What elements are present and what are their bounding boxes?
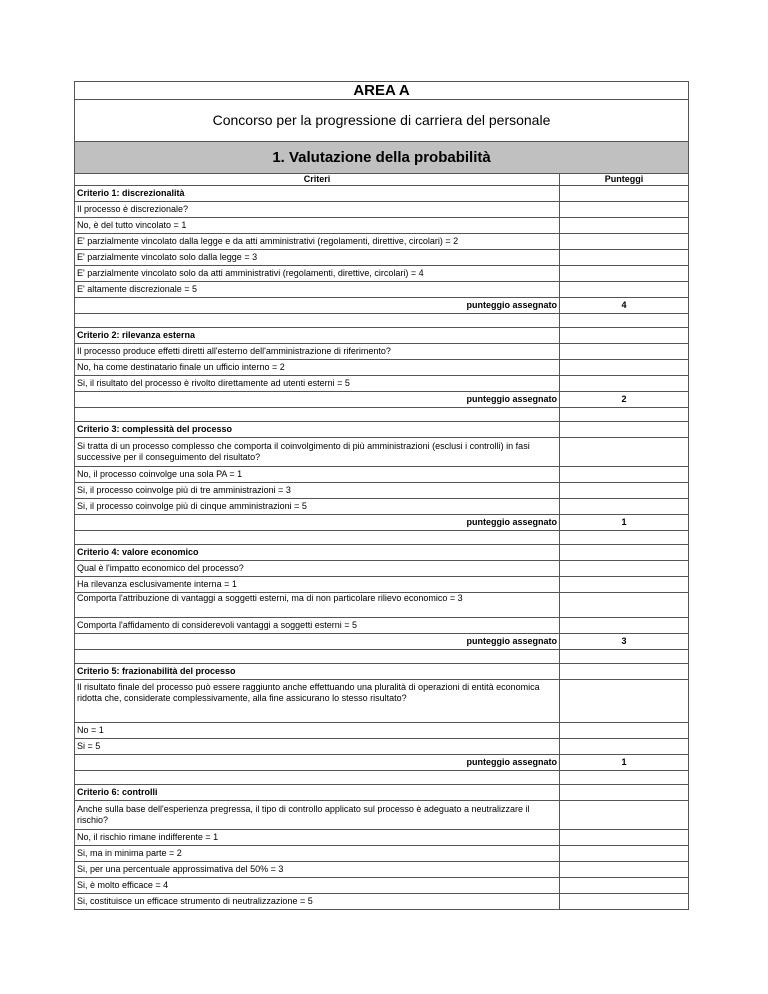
option-text: E' altamente discrezionale = 5 [75,282,560,298]
score-cell[interactable] [560,360,689,376]
criterion-question: Anche sulla base dell'esperienza pregressa, il tipo di controllo applicato sul processo è adeguato a neutralizzare il rischio? [75,801,560,830]
option-row [75,376,689,392]
subtitle-row [75,100,689,142]
score-cell[interactable] [560,801,689,830]
criterion-question: Il processo è discrezionale? [75,202,560,218]
score-cell[interactable] [560,545,689,561]
criterion-question: Il processo produce effetti diretti all'esterno dell'amministrazione di riferimento? [75,344,560,360]
assigned-score-value[interactable]: 1 [560,755,689,771]
option-row [75,577,689,593]
option-row [75,282,689,298]
column-header-row [75,174,689,186]
score-cell[interactable] [560,234,689,250]
assigned-score-row [75,392,689,408]
spacer-cell [75,408,560,422]
score-cell[interactable] [560,894,689,910]
score-cell[interactable] [560,739,689,755]
option-text: Si, il processo coinvolge più di cinque amministrazioni = 5 [75,499,560,515]
criterion-title: Criterio 4: valore economico [75,545,560,561]
option-row [75,618,689,634]
score-cell[interactable] [560,218,689,234]
assigned-score-label: punteggio assegnato [75,392,560,408]
criterion-title-row [75,545,689,561]
score-cell[interactable] [560,467,689,483]
score-cell[interactable] [560,846,689,862]
score-cell[interactable] [560,438,689,467]
spacer-row [75,771,689,785]
score-cell[interactable] [560,328,689,344]
score-cell[interactable] [560,344,689,360]
option-text: Si = 5 [75,739,560,755]
spacer-row [75,314,689,328]
option-text: No, il rischio rimane indifferente = 1 [75,830,560,846]
score-cell[interactable] [560,422,689,438]
column-header-criteri: Criteri [75,174,560,186]
score-cell[interactable] [560,664,689,680]
criterion-title: Criterio 3: complessità del processo [75,422,560,438]
option-text: Si, il processo coinvolge più di tre amministrazioni = 3 [75,483,560,499]
criterion-title: Criterio 2: rilevanza esterna [75,328,560,344]
option-row [75,894,689,910]
risk-assessment-sheet [74,81,688,910]
option-text: No, ha come destinatario finale un ufficio interno = 2 [75,360,560,376]
area-title: AREA A [75,82,689,100]
option-row [75,467,689,483]
criterion-question: Si tratta di un processo complesso che comporta il coinvolgimento di più amministrazioni (esclusi i controlli) in fasi successive per il conseguimento del risultato? [75,438,560,467]
area-title-row [75,82,689,100]
assigned-score-label: punteggio assegnato [75,755,560,771]
criterion-title-row [75,186,689,202]
score-cell[interactable] [560,282,689,298]
assigned-score-row [75,755,689,771]
score-cell[interactable] [560,830,689,846]
option-text: Ha rilevanza esclusivamente interna = 1 [75,577,560,593]
option-text: E' parzialmente vincolato solo da atti amministrativi (regolamenti, direttive, circolari) = 4 [75,266,560,282]
criterion-question-row [75,680,689,723]
assigned-score-row [75,634,689,650]
score-cell[interactable] [560,618,689,634]
option-text: Comporta l'attribuzione di vantaggi a soggetti esterni, ma di non particolare rilievo economico = 3 [75,593,560,618]
option-text: Si, costituisce un efficace strumento di neutralizzazione = 5 [75,894,560,910]
option-text: Si, il risultato del processo è rivolto direttamente ad utenti esterni = 5 [75,376,560,392]
option-row [75,250,689,266]
assigned-score-value[interactable]: 4 [560,298,689,314]
criterion-title-row [75,328,689,344]
spacer-cell [560,531,689,545]
criterion-title-row [75,785,689,801]
option-row [75,723,689,739]
option-text: No, è del tutto vincolato = 1 [75,218,560,234]
score-cell[interactable] [560,483,689,499]
criterion-question-row [75,202,689,218]
section-title: 1. Valutazione della probabilità [75,142,689,174]
option-row [75,234,689,250]
option-text: No, il processo coinvolge una sola PA = 1 [75,467,560,483]
spacer-row [75,408,689,422]
option-row [75,360,689,376]
criterion-title-row [75,422,689,438]
spacer-cell [75,531,560,545]
score-cell[interactable] [560,593,689,618]
option-text: Si, per una percentuale approssimativa del 50% = 3 [75,862,560,878]
score-cell[interactable] [560,577,689,593]
spacer-cell [75,314,560,328]
option-row [75,878,689,894]
criterion-question-row [75,561,689,577]
score-cell[interactable] [560,376,689,392]
spacer-row [75,650,689,664]
criterion-question-row [75,801,689,830]
score-cell[interactable] [560,186,689,202]
option-row [75,846,689,862]
score-cell[interactable] [560,561,689,577]
criterion-title-row [75,664,689,680]
assigned-score-value[interactable]: 1 [560,515,689,531]
option-row [75,739,689,755]
assessment-table [74,81,689,910]
assigned-score-row [75,298,689,314]
option-row [75,862,689,878]
criterion-title: Criterio 5: frazionabilità del processo [75,664,560,680]
criterion-question: Il risultato finale del processo può essere raggiunto anche effettuando una pluralità di operazioni di entità economica ridotta che, considerate complessivamente, alla fine assicurano lo stesso risultato? [75,680,560,723]
assigned-score-label: punteggio assegnato [75,634,560,650]
option-text: E' parzialmente vincolato solo dalla legge = 3 [75,250,560,266]
spacer-cell [560,650,689,664]
option-text: Comporta l'affidamento di considerevoli vantaggi a soggetti esterni = 5 [75,618,560,634]
column-header-punteggi: Punteggi [560,174,689,186]
option-text: Si, è molto efficace = 4 [75,878,560,894]
section-header-row [75,142,689,174]
option-row [75,499,689,515]
criterion-title: Criterio 6: controlli [75,785,560,801]
option-text: No = 1 [75,723,560,739]
assigned-score-label: punteggio assegnato [75,515,560,531]
criterion-question: Qual è l'impatto economico del processo? [75,561,560,577]
score-cell[interactable] [560,680,689,723]
option-row [75,218,689,234]
process-subtitle: Concorso per la progressione di carriera del personale [75,100,689,142]
assigned-score-value[interactable]: 3 [560,634,689,650]
score-cell[interactable] [560,266,689,282]
assigned-score-label: punteggio assegnato [75,298,560,314]
assigned-score-row [75,515,689,531]
criterion-question-row [75,344,689,360]
criterion-question-row [75,438,689,467]
spacer-cell [560,771,689,785]
spacer-cell [75,771,560,785]
spacer-row [75,531,689,545]
score-cell[interactable] [560,499,689,515]
score-cell[interactable] [560,878,689,894]
score-cell[interactable] [560,250,689,266]
option-text: E' parzialmente vincolato dalla legge e da atti amministrativi (regolamenti, direttive, circolari) = 2 [75,234,560,250]
option-row [75,593,689,618]
option-text: Si, ma in minima parte = 2 [75,846,560,862]
score-cell[interactable] [560,202,689,218]
option-row [75,483,689,499]
score-cell[interactable] [560,785,689,801]
score-cell[interactable] [560,862,689,878]
option-row [75,266,689,282]
option-row [75,830,689,846]
spacer-cell [75,650,560,664]
assigned-score-value[interactable]: 2 [560,392,689,408]
spacer-cell [560,314,689,328]
score-cell[interactable] [560,723,689,739]
spacer-cell [560,408,689,422]
criterion-title: Criterio 1: discrezionalità [75,186,560,202]
